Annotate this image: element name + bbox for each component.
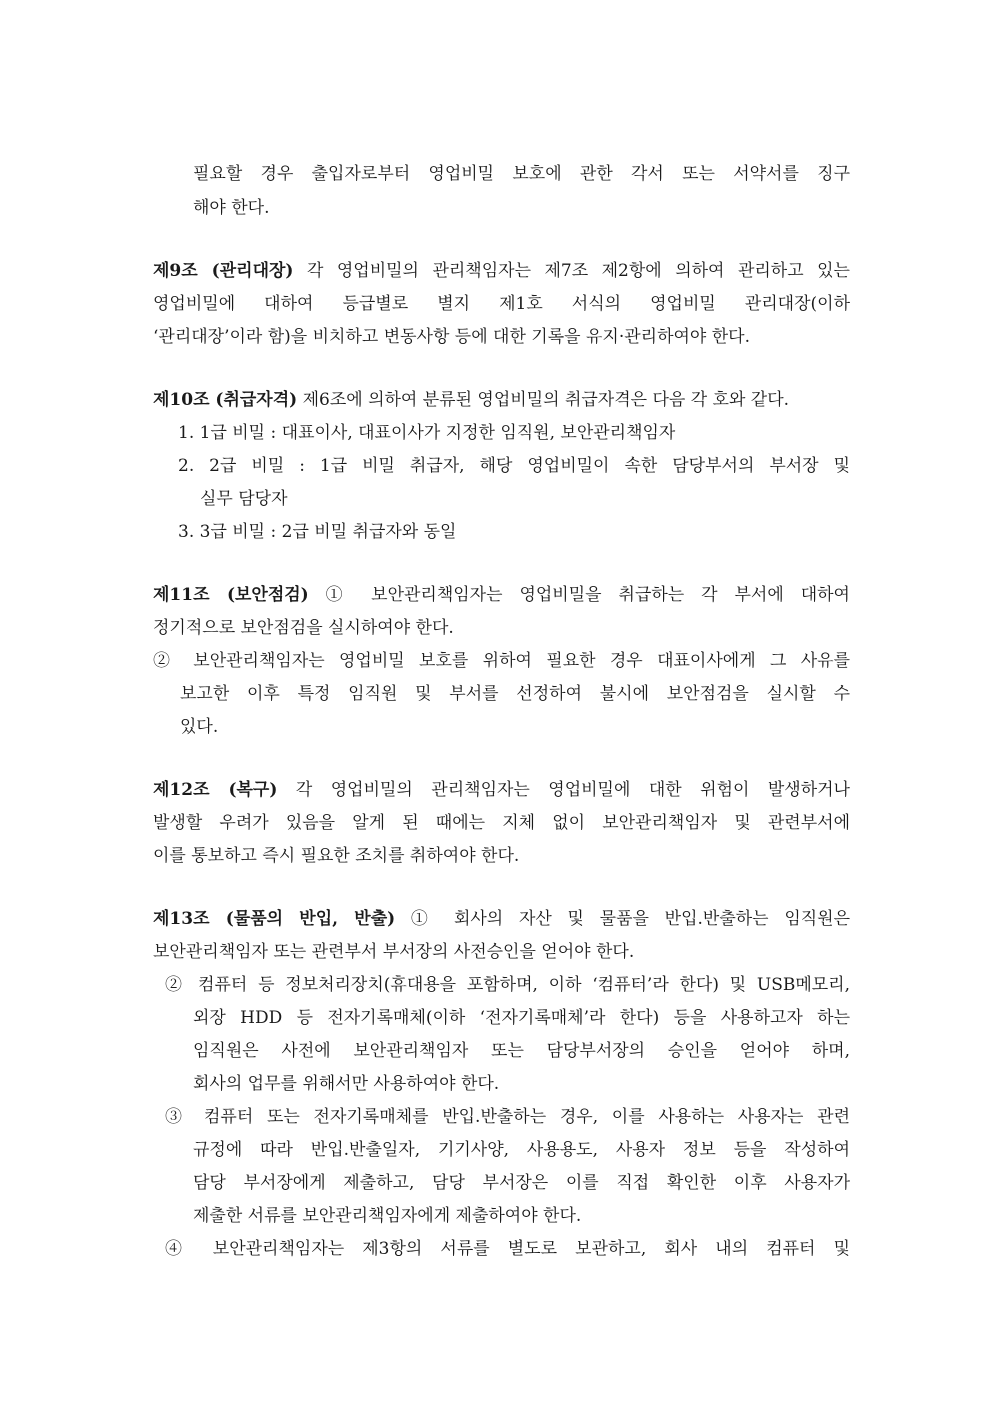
article-11-line-1: 제11조 (보안점검) ① 보안관리책임자는 영업비밀을 취급하는 각 부서에 대하여 [153,585,850,605]
article-11-line-2: 정기적으로 보안점검을 실시하여야 한다. [153,618,454,638]
article-11-heading: 제11조 (보안점검) [153,585,309,605]
article-13-line-1: 제13조 (물품의 반입, 반출) ① 회사의 자산 및 물품을 반입.반출하는 임직원은 [153,909,850,929]
article-13-para-2-line-3: 임직원은 사전에 보안관리책임자 또는 담당부서장의 승인을 얻어야 하며, [193,1041,850,1061]
article-10-heading: 제10조 (취급자격) [153,390,298,410]
article-9-line-1: 제9조 (관리대장) 각 영업비밀의 관리책임자는 제7조 제2항에 의하여 관리하고 있는 [153,261,850,281]
article-9-line-2: 영업비밀에 대하여 등급별로 별지 제1호 서식의 영업비밀 관리대장(이하 [153,294,850,314]
article-13-heading: 제13조 (물품의 반입, 반출) [153,909,396,929]
article-13-para-2-line-4: 회사의 업무를 위해서만 사용하여야 한다. [193,1074,500,1094]
article-13-para-2-line-2: 외장 HDD 등 전자기록매체(이하 ‘전자기록매체’라 한다) 등을 사용하고자 하는 [193,1008,850,1028]
continuation-line-2: 해야 한다. [193,198,270,218]
article-10-line-1: 제10조 (취급자격) 제6조에 의하여 분류된 영업비밀의 취급자격은 다음 각 호와 같다. [153,390,790,410]
article-10-item-1: 1. 1급 비밀 : 대표이사, 대표이사가 지정한 임직원, 보안관리책임자 [178,423,676,443]
article-11-para-2-line-2: 보고한 이후 특정 임직원 및 부서를 선정하여 불시에 보안점검을 실시할 수 [180,684,850,704]
continuation-line-1: 필요할 경우 출입자로부터 영업비밀 보호에 관한 각서 또는 서약서를 징구 [193,164,850,184]
article-10-item-2: 2. 2급 비밀 : 1급 비밀 취급자, 해당 영업비밀이 속한 담당부서의 부서장 및 [178,456,850,476]
article-13-para-3-line-1: ③ 컴퓨터 또는 전자기록매체를 반입.반출하는 경우, 이를 사용하는 사용자는 관련 [165,1107,850,1127]
article-13-para-2-line-1: ② 컴퓨터 등 정보처리장치(휴대용을 포함하며, 이하 ‘컴퓨터’라 한다) 및 USB메모리, [165,975,850,995]
article-10-item-2-cont: 실무 담당자 [200,489,288,509]
article-12-line-3: 이를 통보하고 즉시 필요한 조치를 취하여야 한다. [153,846,520,866]
article-13-para-3-line-4: 제출한 서류를 보안관리책임자에게 제출하여야 한다. [193,1206,582,1226]
article-12-heading: 제12조 (복구) [153,780,278,800]
article-9-heading: 제9조 (관리대장) [153,261,294,281]
article-13-para-4-line-1: ④ 보안관리책임자는 제3항의 서류를 별도로 보관하고, 회사 내의 컴퓨터 및 [165,1239,850,1259]
article-11-para-2-line-3: 있다. [180,717,219,737]
article-11-para-2-line-1: ② 보안관리책임자는 영업비밀 보호를 위하여 필요한 경우 대표이사에게 그 사유를 [153,651,850,671]
article-13-para-3-line-3: 담당 부서장에게 제출하고, 담당 부서장은 이를 직접 확인한 이후 사용자가 [193,1173,850,1193]
article-9-line-3: ‘관리대장’이라 함)을 비치하고 변동사항 등에 대한 기록을 유지·관리하여야 한다. [153,327,750,347]
article-13-para-3-line-2: 규정에 따라 반입.반출일자, 기기사양, 사용용도, 사용자 정보 등을 작성하여 [193,1140,850,1160]
article-12-line-1: 제12조 (복구) 각 영업비밀의 관리책임자는 영업비밀에 대한 위험이 발생하거나 [153,780,850,800]
article-10-item-3: 3. 3급 비밀 : 2급 비밀 취급자와 동일 [178,522,457,542]
article-13-line-2: 보안관리책임자 또는 관련부서 부서장의 사전승인을 얻어야 한다. [153,942,635,962]
article-12-line-2: 발생할 우려가 있음을 알게 된 때에는 지체 없이 보안관리책임자 및 관련부서에 [153,813,850,833]
